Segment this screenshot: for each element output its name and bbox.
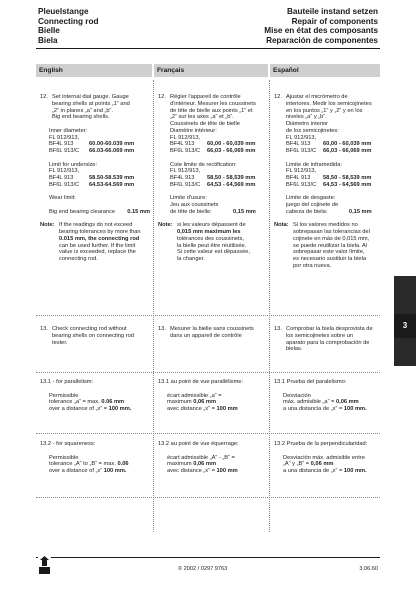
text-line: de tête de bielle aux points „1“ et — [170, 107, 253, 114]
page-date: 3.06.60 — [359, 566, 378, 572]
column-header-spanish: Español — [270, 64, 380, 77]
text-line: Diámetro interior — [286, 121, 329, 127]
section-divider — [36, 433, 380, 434]
section-tab: 3 — [394, 314, 416, 338]
text-line: FL 912/913, — [286, 134, 317, 141]
subtitle-fr: Mise en état des composants — [264, 26, 378, 36]
clearance-row: de tête de bielle: 0,15 mm — [170, 208, 256, 215]
section-divider — [36, 315, 380, 316]
spec-row: BF6L 913/C 64.53-64.569 mm — [49, 181, 135, 188]
text-line: Coussinets de tête de bielle — [170, 121, 240, 127]
column-divider — [269, 80, 270, 532]
text-line: niveles „a“ y „b“. — [286, 114, 327, 121]
clearance-row: Big end bearing clearance 0.15 mm — [49, 208, 150, 215]
text-line: FL 912/913, — [49, 168, 80, 175]
text-line: Régler l'appareil de contrôle — [170, 94, 241, 100]
text-line: FL 912/913, — [49, 134, 80, 141]
text-line: juego del cojinete de — [286, 202, 339, 208]
deutz-logo — [38, 555, 51, 575]
text-line: Limite de inframedida: — [286, 161, 342, 168]
spec-row: BF4L 913 58,50 - 58,539 mm — [286, 175, 372, 181]
spanish-step-13: 13. Comprobar la biela desprovista de los semicojinetes sobre un aparato para la comprobación de bielas. — [274, 326, 373, 353]
text-line: bearing shells at points „1“ and — [52, 100, 130, 107]
text-line: Cote limite de rectification: — [170, 161, 237, 168]
step-number: 12. — [40, 94, 48, 100]
header-right — [264, 7, 378, 45]
text-line: de los semicojinetes: — [286, 127, 339, 134]
subsection-title: 13.2 au point de vue équerrage: — [158, 441, 239, 447]
clearance-row: cabeza de biela: 0,15 mm — [286, 208, 372, 215]
note-block: Note: If the readings do not exceed bearing tolerances by more than 0.015 mm, the connecting rod can be used further. If the limit value is exceeded, replace the connecting rod. — [40, 222, 141, 262]
spanish-step-13-1: 13.1 Prueba del paralelismo: Desviación máx. admisible „a“ = 0,06 mm a una distancia de „x“ = 100 mm. — [274, 379, 378, 413]
text-line: FL 912/913, — [170, 168, 201, 175]
spec-row: BF6L 913/C 64,53 - 64,569 mm — [170, 181, 256, 188]
text-line: Ajustar el micrómetro de — [286, 94, 348, 100]
text-line: Limite de desgaste: — [286, 195, 336, 202]
text-line: Limit for undersize: — [49, 161, 98, 168]
column-divider — [153, 80, 154, 532]
french-step-13: 13. Mesurer la bielle sans coussinets dans un appareil de contrôle — [158, 326, 254, 339]
text-line: Jeu aux coussinets — [170, 202, 219, 208]
spec-row: BF6L 913/C 66,03 - 66,069 mm — [286, 148, 372, 154]
spanish-step-13-2: 13.2 Prueba de la perpendicularidad: Desviación máx. admisible entre „A“ y „B“ = 0,06 mm a una distancia de „x“ = 100 mm. — [274, 441, 378, 475]
subtitle-de: Bauteile instand setzen — [287, 7, 378, 16]
text-line: Inner diameter: — [49, 127, 88, 134]
step-number: 12. — [274, 94, 282, 100]
text-line: interiores. Medir los semicojinetes — [286, 100, 372, 107]
section-divider — [36, 372, 380, 373]
footer-rule — [36, 557, 380, 558]
copyright: © 2002 / 0297 9763 — [178, 566, 228, 572]
english-step-13: 13. Check connecting rod without bearing shells on connecting rod tester. — [40, 326, 134, 346]
french-step-12 — [158, 94, 266, 263]
spec-row: BF4L 913 60.00-60.039 mm — [49, 141, 135, 148]
text-line: „2“ sur les axes „a“ et „b“. — [170, 114, 234, 121]
text-line: en los puntos „1“ y „2“ y en los — [286, 107, 363, 114]
column-header-french: Français — [154, 64, 268, 77]
english-step-12 — [40, 94, 150, 263]
text-line: „2“ in planes „a“ and „b“. — [52, 107, 114, 114]
subsection-title: 13.1 au point de vue parallélisme: — [158, 379, 244, 385]
subsection-title: 13.1 Prueba del paralelismo: — [274, 379, 347, 385]
subsection-title: 13.2 Prueba de la perpendicularidad: — [274, 441, 368, 447]
step-number: 13. — [274, 326, 282, 332]
spec-row: BF6L 913/C 66.03-66.069 mm — [49, 148, 135, 154]
step-number: 12. — [158, 94, 166, 100]
subsection-title: 13.2 - for squareness: — [40, 441, 96, 447]
step-number: 13. — [40, 326, 48, 332]
title-es: Biela — [38, 35, 58, 45]
french-step-13-2: 13.2 au point de vue équerrage: écart admissible „A“ - „B“ = maximum 0,06 mm avec distance „x“ = 100 mm — [158, 441, 266, 475]
title-en: Connecting rod — [38, 16, 99, 26]
title-de: Pleuelstange — [38, 7, 89, 16]
text-line: Wear limit: — [49, 195, 76, 202]
title-fr: Bielle — [38, 26, 60, 36]
step-number: 13. — [158, 326, 166, 332]
subsection-title: 13.1 - for parallelism: — [40, 379, 94, 385]
subtitle-en: Repair of components — [291, 16, 378, 26]
english-step-13-2: 13.2 - for squareness: Permissible tolerance „A“ to „B“ = max. 0.06 over a distance of „x“ 100 mm. — [40, 441, 150, 475]
header-left — [38, 7, 99, 45]
text-line: Set internal dial gauge. Gauge — [52, 94, 129, 100]
spanish-step-12 — [274, 94, 378, 270]
spec-row: BF4L 913 58,50 - 58,539 mm — [170, 175, 256, 181]
english-step-13-1: 13.1 - for parallelism: Permissible tolerance „a“ = max. 0.06 mm over a distance of „x“ = 100 mm. — [40, 379, 150, 413]
text-line: Big end bearing shells. — [52, 114, 110, 121]
spec-row: BF6L 913/C 64,53 - 64,569 mm — [286, 181, 372, 188]
subtitle-es: Reparación de componentes — [266, 35, 378, 45]
note-block: Note: si les valeurs dépassent de 0,015 mm maximum les tolérances des coussinets, la bielle peut être réutilisée. Si cette valeur est dépassée, la changer. — [158, 222, 251, 262]
french-step-13-1: 13.1 au point de vue parallélisme: écart admissible „a“ = maximum 0,06 mm avec distance „x“ = 100 mm — [158, 379, 266, 413]
spec-row: BF4L 913 60,00 - 60,039 mm — [286, 141, 372, 148]
text-line: d'intérieur. Mesurer les coussinets — [170, 100, 256, 107]
header-rule — [36, 48, 380, 49]
text-line: Limite d'usure: — [170, 195, 207, 202]
spec-row: BF4L 913 58.50-58.539 mm — [49, 175, 135, 181]
spec-row: BF4L 913 60,00 - 60,039 mm — [170, 141, 256, 148]
spec-row: BF6L 913/C 66,03 - 66,069 mm — [170, 148, 256, 154]
column-header-english: English — [36, 64, 152, 77]
text-line: FL 912/913, — [170, 134, 201, 141]
text-line: FL 912/913, — [286, 168, 317, 175]
section-divider — [36, 497, 380, 498]
text-line: Diamètre intérieur: — [170, 127, 217, 134]
note-block: Nota: Si los valores medidos no sobrepasan las tolerancias del cojinete en más de 0,015 mm, se puede reutilizar la biela. Al sobrepasar este valor límite, es necesario sustituir la biela por otra nueva. — [274, 222, 370, 269]
